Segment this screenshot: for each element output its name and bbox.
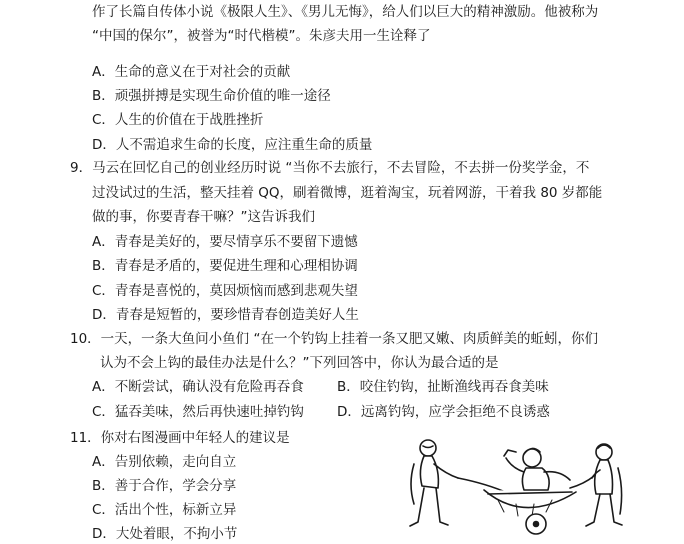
q10-stem-line2: 认为不会上钩的最佳办法是什么？”下列回答中，你认为最合适的是 [100,355,499,371]
q9-option-b: B．青春是矛盾的，要促进生理和心理相协调 [92,258,358,274]
q9-stem-line1: 9．马云在回忆自己的创业经历时说 “当你不去旅行，不去冒险，不去拼一份奖学金，不 [70,160,590,176]
q8-option-d: D．人不需追求生命的长度，应注重生命的质量 [92,137,373,153]
q9-stem-line2: 过没试过的生活，整天挂着 QQ，刷着微博，逛着淘宝，玩着网游，干着我 80 岁都能 [92,185,603,201]
cartoon-illustration [404,428,632,540]
q10-option-d: D．远离钓钩，应学会拒绝不良诱惑 [337,404,550,420]
basket [484,490,576,534]
elderly-man-left [410,440,458,526]
q11-option-c: C．活出个性，标新立异 [92,502,237,518]
elderly-woman-right [586,444,622,526]
q9-option-a: A．青春是美好的，要尽情享乐不要留下遗憾 [92,234,358,250]
q8-stem-line2: “中国的保尔”，被誉为“时代楷模”。朱彦夫用一生诠释了 [92,28,431,44]
q8-option-b: B．顽强拼搏是实现生命价值的唯一途径 [92,88,331,104]
q9-option-c: C．青春是喜悦的，莫因烦恼而感到悲观失望 [92,283,358,299]
q8-option-a: A．生命的意义在于对社会的贡献 [92,64,291,80]
q8-option-c: C．人生的价值在于战胜挫折 [92,112,264,128]
q11-option-a: A．告别依赖，走向自立 [92,454,237,470]
q9-option-d: D．青春是短暂的，要珍惜青春创造美好人生 [92,307,359,323]
q11-option-b: B．善于合作，学会分享 [92,478,237,494]
q10-option-b: B．咬住钓钩，扯断渔线再吞食美味 [337,379,549,395]
rope-right [570,476,594,488]
q11-option-d: D．大处着眼，不拘小节 [92,526,238,542]
q10-option-c: C．猛吞美味，然后再快速吐掉钓钩 [92,404,304,420]
q10-stem-line1: 10．一天，一条大鱼问小鱼们 “在一个钓钩上挂着一条又肥又嫩、肉质鲜美的蚯蚓，你们 [70,331,598,347]
q11-stem: 11．你对右图漫画中年轻人的建议是 [70,430,290,446]
young-man [504,448,570,490]
q8-stem-line1: 作了长篇自传体小说《极限人生》、《男儿无悔》，给人们以巨大的精神激励。他被称为 [92,4,599,20]
q9-stem-line3: 做的事，你要青春干嘛？”这告诉我们 [92,209,315,225]
q10-option-a: A．不断尝试，确认没有危险再吞食 [92,379,304,395]
